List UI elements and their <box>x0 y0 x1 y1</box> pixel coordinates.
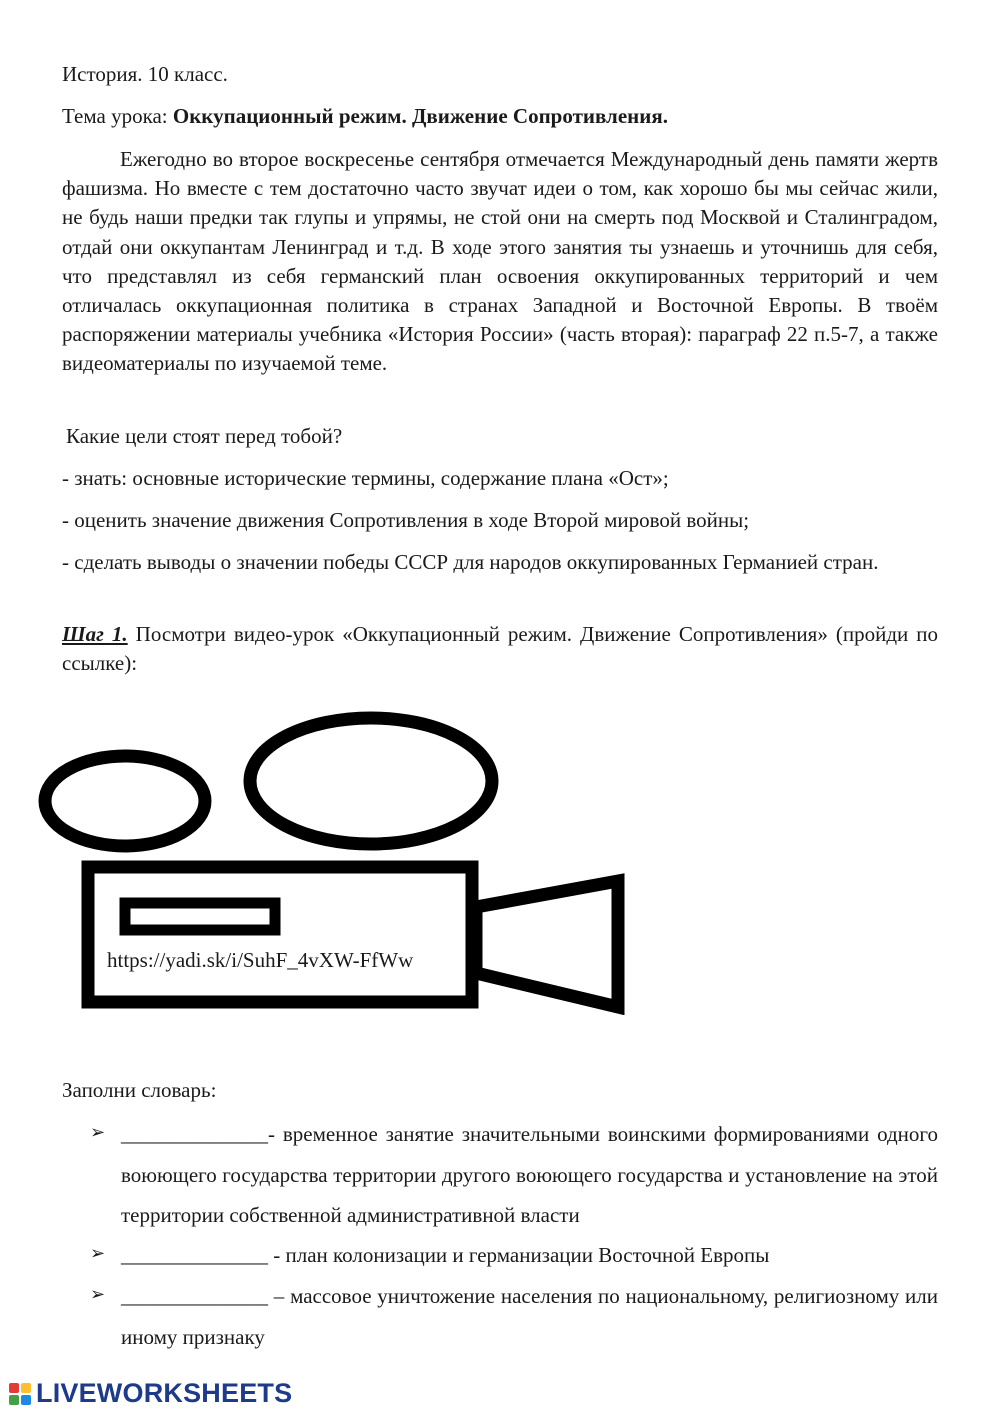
intro-paragraph: Ежегодно во второе воскресенье сентября отмечается Международный день памяти жертв фашизма. Но вместе с тем достаточно часто звучат идеи о том, как хорошо бы мы сейчас жили, не будь наши предки так глупы и упрямы, не стой они на смерть под Москвой и Сталинградом, отдай они оккупантам Ленинград и т.д. В ходе этого занятия ты узнаешь и уточнишь для себя, что представлял из себя германский план освоения оккупированных территорий и чем отличалась оккупационная политика в странах Западной и Восточной Европы. В твоём распоряжении материалы учебника «История России» (часть вторая): параграф 22 п.5-7, а также видеоматериалы по изучаемой теме. <box>62 147 938 376</box>
lesson-topic <box>62 104 668 129</box>
liveworksheets-logo <box>8 1378 292 1409</box>
arrow-bullet-icon: ➢ <box>90 1284 106 1305</box>
camera-slot <box>125 903 275 930</box>
camera-reel-small <box>45 756 205 846</box>
answer-blank[interactable]: ______________ <box>121 1122 268 1146</box>
dictionary-item-text <box>121 1114 938 1236</box>
topic-prefix: Тема урока: <box>62 104 173 128</box>
topic-title: Оккупационный режим. Движение Сопротивления. <box>172 104 668 128</box>
term-definition: – массовое уничтожение населения по национальному, религиозному или иному признаку <box>121 1284 938 1349</box>
answer-blank[interactable]: ______________ <box>121 1284 268 1308</box>
goal-item: - знать: основные исторические термины, содержание плана «Ост»; <box>62 466 669 490</box>
liveworksheets-logo-icon <box>8 1382 32 1406</box>
answer-blank[interactable]: ______________ <box>121 1243 268 1267</box>
step1-text: Посмотри видео-урок «Оккупационный режим. Движение Сопротивления» (пройди по ссылке): <box>62 622 938 676</box>
dictionary-item-text <box>121 1235 938 1276</box>
camera-reel-large <box>250 718 492 844</box>
term-definition: - план колонизации и германизации Восточной Европы <box>268 1243 770 1267</box>
goals-question: Какие цели стоят перед тобой? <box>66 424 343 448</box>
video-link[interactable]: https://yadi.sk/i/SuhF_4vXW-FfWw <box>107 948 414 972</box>
goal-item: - сделать выводы о значении победы СССР для народов оккупированных Германией стран. <box>62 550 879 574</box>
goal-item: - оценить значение движения Сопротивления в ходе Второй мировой войны; <box>62 508 750 532</box>
camera-lens <box>476 881 618 1007</box>
arrow-bullet-icon: ➢ <box>90 1243 106 1264</box>
step1-paragraph <box>62 620 938 678</box>
logo-text: LIVEWORKSHEETS <box>36 1378 293 1408</box>
subject-heading: История. 10 класс. <box>62 62 228 86</box>
arrow-bullet-icon: ➢ <box>90 1122 106 1143</box>
dictionary-item-text <box>121 1276 938 1357</box>
dictionary-title: Заполни словарь: <box>62 1078 217 1102</box>
step1-label: Шаг 1. <box>62 622 128 646</box>
term-definition: - временное занятие значительными воинскими формированиями одного воюющего государства территории другого воюющего государства и установление на этой территории собственной административной власти <box>121 1122 938 1227</box>
